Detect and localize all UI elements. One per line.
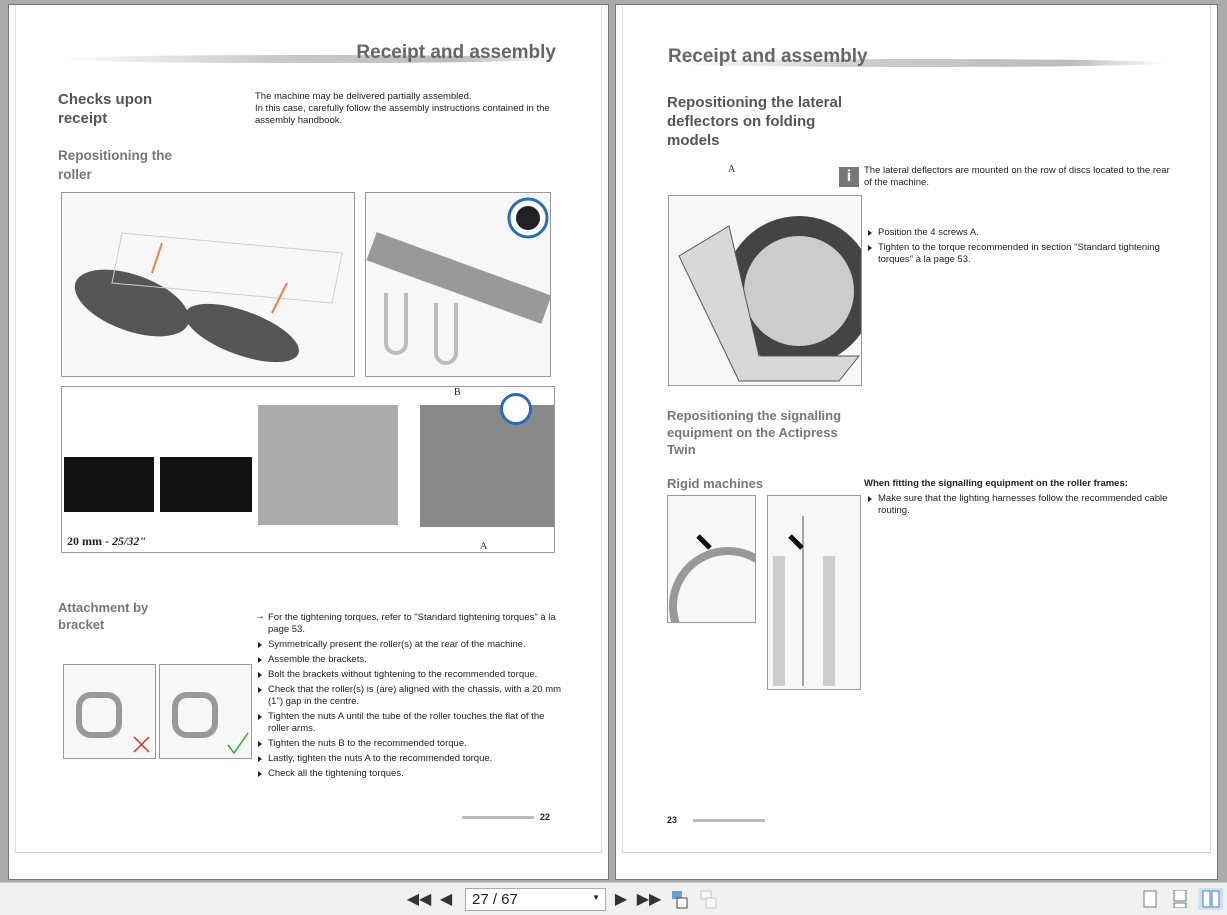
- label-b: B: [454, 387, 461, 398]
- section-title-checks: Checks upon receipt: [58, 91, 153, 127]
- viewer-toolbar: [0, 882, 1227, 915]
- last-page-icon[interactable]: ▶▶: [636, 891, 662, 908]
- gap-inch: 25/32": [112, 534, 146, 548]
- section-text: [255, 91, 565, 127]
- left-page: [8, 4, 609, 880]
- continuous-view-icon[interactable]: [1170, 888, 1190, 910]
- page-selector[interactable]: [465, 888, 606, 911]
- label-a: A: [480, 541, 488, 552]
- previous-page-icon[interactable]: ◀: [439, 891, 453, 908]
- first-page-icon[interactable]: ◀◀: [406, 891, 432, 908]
- info-text: The lateral deflectors are mounted on the row of discs located to the rear of the machine.: [864, 165, 1170, 188]
- step: Lastly, tighten the nuts A to the recommended torque.: [255, 753, 565, 765]
- step: Check that the roller(s) is (are) aligned with the chassis, with a 20 mm (1") gap in the centre.: [255, 684, 565, 708]
- signalling-figure-2: [767, 495, 861, 690]
- single-page-view-icon[interactable]: [1140, 888, 1160, 910]
- step: → For the tightening torques, refer to "Standard tightening torques" à la page 53.: [255, 612, 565, 636]
- step: Assemble the brackets.: [255, 654, 565, 666]
- gap-label: [67, 534, 146, 549]
- step: Tighten to the torque recommended in section "Standard tightening torques" à la page 53.: [865, 242, 1175, 266]
- page-number: 22: [540, 812, 551, 822]
- section-title-rigid: Rigid machines: [667, 476, 764, 491]
- right-page: [615, 4, 1218, 880]
- bracket-wrong-figure: [63, 664, 156, 759]
- page-indicator: 27 / 67: [472, 891, 518, 908]
- bracket-figure: [365, 192, 551, 377]
- next-page-icon[interactable]: ▶: [614, 891, 628, 908]
- signal-heading: When fitting the signalling equipment on the roller frames:: [864, 478, 1128, 489]
- text-line: The machine may be delivered partially assembled.: [255, 91, 472, 102]
- section-title-signalling: Repositioning the signalling equipment on the Actipress Twin: [667, 408, 842, 457]
- step: Tighten the nuts B to the recommended torque.: [255, 738, 565, 750]
- section-title-roller: Repositioning the roller: [58, 148, 172, 182]
- go-back-icon[interactable]: [670, 888, 690, 910]
- label-a: A: [728, 164, 736, 175]
- alignment-figure: [61, 386, 555, 553]
- roller-machine-figure: [61, 192, 355, 377]
- page-number: 23: [667, 815, 678, 825]
- page-header: Receipt and assembly: [356, 42, 556, 63]
- page-header: Receipt and assembly: [668, 46, 868, 67]
- assembly-steps: [255, 612, 565, 783]
- go-forward-icon[interactable]: [699, 888, 719, 910]
- bracket-correct-figure: [159, 664, 252, 759]
- step: Tighten the nuts A until the tube of the roller touches the flat of the roller arms.: [255, 711, 565, 735]
- step: Symmetrically present the roller(s) at the rear of the machine.: [255, 639, 565, 651]
- text-line: In this case, carefully follow the assembly instructions contained in the assembly handbook.: [255, 103, 550, 126]
- facing-view-icon[interactable]: [1198, 888, 1223, 910]
- section-title-bracket: Attachment by bracket: [58, 600, 149, 632]
- step: Bolt the brackets without tightening to the recommended torque.: [255, 669, 565, 681]
- step-text: Position the 4 screws A.: [878, 227, 979, 238]
- deflector-steps: [865, 227, 1175, 269]
- deflector-figure: [668, 195, 862, 386]
- step: [865, 227, 1175, 239]
- signal-steps: [865, 493, 1170, 520]
- gap-mm: 20 mm -: [67, 534, 112, 548]
- signalling-figure-1: [667, 495, 756, 623]
- step: Check all the tightening torques.: [255, 768, 565, 780]
- dropdown-icon: ▼: [592, 893, 600, 902]
- info-icon: i: [839, 167, 859, 187]
- step: Make sure that the lighting harnesses follow the recommended cable routing.: [865, 493, 1170, 517]
- section-title-deflectors: Repositioning the lateral deflectors on folding models: [667, 94, 843, 149]
